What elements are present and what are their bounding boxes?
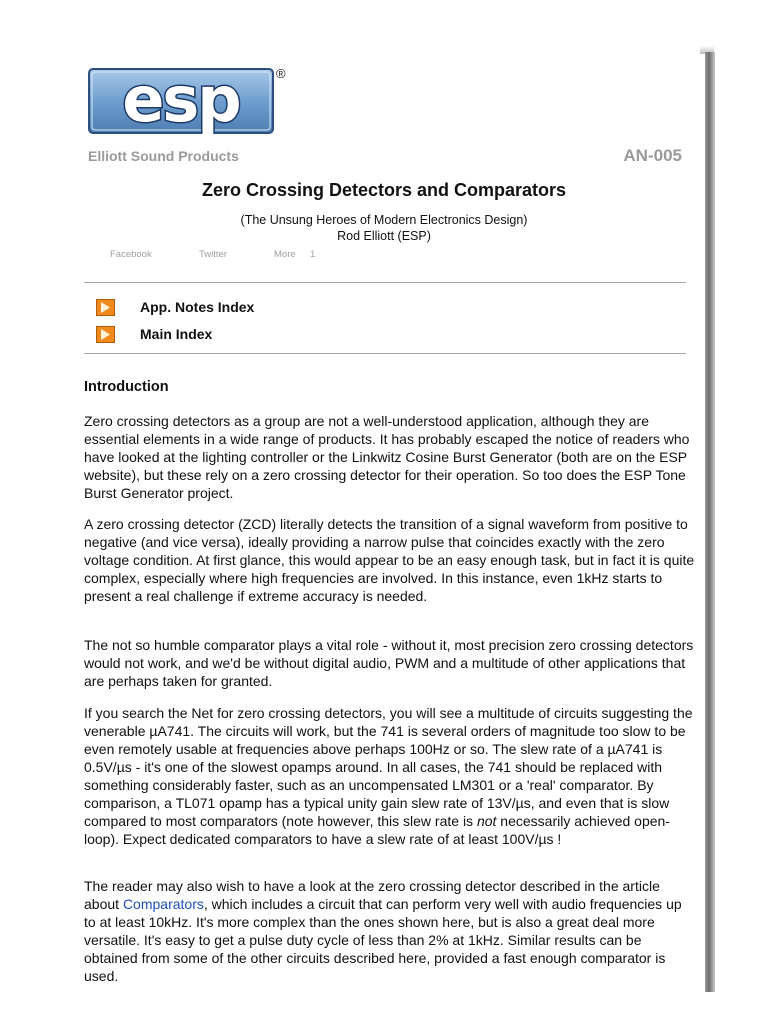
nav-item-label[interactable]: Main Index xyxy=(140,326,213,342)
paragraph-5-text-b: , which includes a circuit that can perform very well with audio frequencies up to at least 10kHz. It's more complex than the ones shown here, but is also a great deal more versatile. It's easy to get a pulse duty cycle of less than 2% at 1kHz. Similar results can be obtained from some of the other circuits described here, provided a fast enough comparator is used. xyxy=(84,896,682,984)
esp-logo[interactable] xyxy=(88,68,274,134)
orange-arrow-icon xyxy=(96,326,115,343)
divider-top xyxy=(84,282,686,283)
paragraph-1: Zero crossing detectors as a group are not a well-understood application, although they are essential elements in a wide range of products. It has probably escaped the notice of readers who have looked at the lighting controller or the Linkwitz Cosine Burst Generator (both are on the ESP website), but these rely on a zero crossing detector for their operation. So too does the ESP Tone Burst Generator project. xyxy=(84,413,690,501)
paragraph-3: The not so humble comparator plays a vital role - without it, most precision zero crossing detectors would not work, and we'd be without digital audio, PWM and a multitude of other applications that are perhaps taken for granted. xyxy=(84,637,694,689)
logo-text: esp xyxy=(122,68,240,134)
section-heading: Introduction xyxy=(84,379,169,395)
page-title: Zero Crossing Detectors and Comparators xyxy=(201,180,567,200)
paragraph-5 xyxy=(84,877,696,985)
share-count: 1 xyxy=(310,249,316,260)
company-name: Elliott Sound Products xyxy=(88,148,239,164)
more-share-link[interactable]: More xyxy=(274,249,296,260)
paragraph-2: A zero crossing detector (ZCD) literally detects the transition of a signal waveform from positive to negative (and vice versa), ideally providing a narrow pulse that coincides exactly with the zero voltage condition. At first glance, this would appear to be an easy enough task, but in fact it is quite complex, especially where high frequencies are involved. In this instance, even 1kHz starts to present a real challenge if extreme accuracy is needed. xyxy=(84,516,695,604)
divider-bottom xyxy=(84,353,686,354)
registered-mark: ® xyxy=(276,66,286,81)
app-note-number: AN-005 xyxy=(623,146,682,165)
nav-item-app-notes-index[interactable] xyxy=(96,296,254,318)
orange-arrow-icon xyxy=(96,299,115,316)
paragraph-4 xyxy=(84,704,696,848)
paragraph-5-text-a: The reader may also wish to have a look at the zero crossing detector described in the article about xyxy=(84,878,660,912)
subtitle-line: (The Unsung Heroes of Modern Electronics Design) xyxy=(240,213,528,227)
paragraph-4-text-a: If you search the Net for zero crossing detectors, you will see a multitude of circuits suggesting the venerable µA741. The circuits will work, but the 741 is several orders of magnitude too slow to be even remotely usable at frequencies above perhaps 100Hz or so. The slew rate of a µA741 is 0.5V/µs - it's one of the slowest opamps around. In all cases, the 741 should be replaced with something considerably faster, such as an uncompensated LM301 or a 'real' comparator. By comparison, a TL071 opamp has a typical unity gain slew rate of 13V/µs, and even that is slow compared to most comparators (note however, this slew rate is xyxy=(84,705,693,829)
twitter-share-link[interactable]: Twitter xyxy=(199,249,227,260)
paragraph-4-emphasis: not xyxy=(476,813,497,829)
facebook-share-link[interactable]: Facebook xyxy=(110,249,152,260)
author-line: Rod Elliott (ESP) xyxy=(337,229,431,243)
nav-item-label[interactable]: App. Notes Index xyxy=(140,299,255,315)
comparators-link[interactable]: Comparators xyxy=(122,896,204,912)
paragraph-4-text-b: necessarily achieved open-loop). Expect dedicated comparators to have a slew rate of at least 100V/µs ! xyxy=(84,813,670,847)
nav-item-main-index[interactable] xyxy=(96,323,212,345)
page-subtitle xyxy=(0,212,768,244)
